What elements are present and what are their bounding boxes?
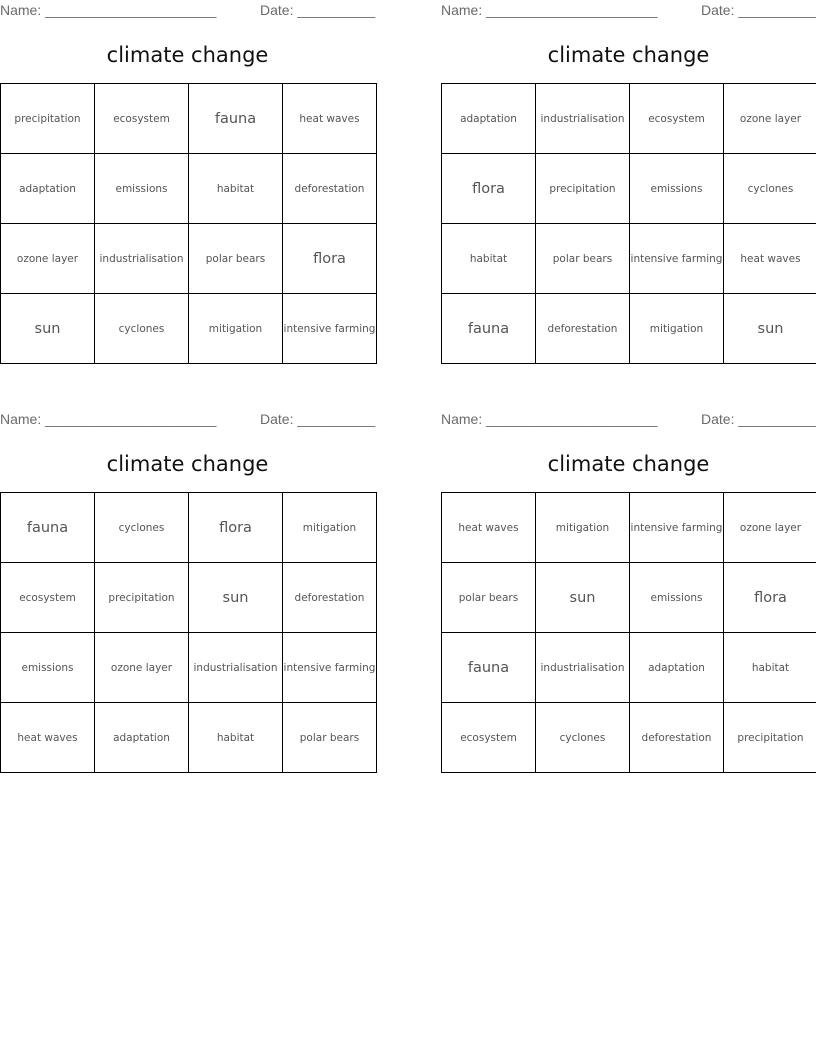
grid-cell: emissions: [1, 633, 95, 703]
grid-cell: sun: [724, 294, 816, 364]
card-header: [0, 0, 375, 20]
grid-row: [442, 224, 816, 294]
grid-cell: heat waves: [1, 703, 95, 773]
grid-cell: polar bears: [442, 563, 536, 633]
card-header: [441, 0, 816, 20]
grid-row: [1, 224, 377, 294]
grid-cell: precipitation: [724, 703, 816, 773]
grid-cell: cyclones: [724, 154, 816, 224]
grid-cell: sun: [1, 294, 95, 364]
grid-cell: habitat: [724, 633, 816, 703]
date-field: Date: __________: [701, 2, 816, 18]
grid-cell: adaptation: [95, 703, 189, 773]
grid-cell: ozone layer: [95, 633, 189, 703]
grid-cell: adaptation: [630, 633, 724, 703]
grid-cell: habitat: [442, 224, 536, 294]
grid-row: [442, 703, 816, 773]
grid-cell: sun: [189, 563, 283, 633]
grid-cell: fauna: [442, 633, 536, 703]
grid-cell: mitigation: [630, 294, 724, 364]
grid-cell: cyclones: [95, 493, 189, 563]
grid-cell: emissions: [630, 563, 724, 633]
bingo-grid: [441, 492, 816, 773]
date-field: Date: __________: [701, 411, 816, 427]
date-field: Date: __________: [260, 2, 376, 18]
grid-cell: cyclones: [536, 703, 630, 773]
name-field: Name: ______________________: [0, 411, 217, 427]
grid-row: [442, 154, 816, 224]
grid-cell: polar bears: [283, 703, 377, 773]
grid-cell: emissions: [630, 154, 724, 224]
bingo-grid: [0, 83, 377, 364]
grid-cell: polar bears: [189, 224, 283, 294]
grid-cell: precipitation: [536, 154, 630, 224]
grid-cell: emissions: [95, 154, 189, 224]
grid-row: [442, 294, 816, 364]
grid-cell: industrialisation: [536, 84, 630, 154]
grid-cell: ecosystem: [95, 84, 189, 154]
grid-row: [1, 493, 377, 563]
grid-cell: mitigation: [283, 493, 377, 563]
grid-cell: ecosystem: [1, 563, 95, 633]
grid-cell: fauna: [189, 84, 283, 154]
grid-cell: cyclones: [95, 294, 189, 364]
bingo-grid: [441, 83, 816, 364]
grid-cell: deforestation: [283, 563, 377, 633]
grid-cell: polar bears: [536, 224, 630, 294]
grid-cell: adaptation: [442, 84, 536, 154]
grid-cell: precipitation: [1, 84, 95, 154]
grid-cell: industrialisation: [536, 633, 630, 703]
grid-cell: heat waves: [724, 224, 816, 294]
grid-cell: intensive farming: [630, 493, 724, 563]
grid-row: [442, 84, 816, 154]
grid-row: [1, 633, 377, 703]
grid-cell: mitigation: [189, 294, 283, 364]
grid-cell: flora: [442, 154, 536, 224]
grid-cell: flora: [283, 224, 377, 294]
bingo-grid: [0, 492, 377, 773]
grid-cell: deforestation: [536, 294, 630, 364]
grid-cell: habitat: [189, 703, 283, 773]
grid-cell: ecosystem: [442, 703, 536, 773]
grid-cell: ecosystem: [630, 84, 724, 154]
grid-cell: flora: [724, 563, 816, 633]
grid-cell: flora: [189, 493, 283, 563]
bingo-card-1: [0, 0, 376, 337]
card-header: [441, 409, 816, 429]
grid-cell: fauna: [442, 294, 536, 364]
grid-cell: fauna: [1, 493, 95, 563]
name-field: Name: ______________________: [441, 2, 658, 18]
grid-row: [1, 84, 377, 154]
grid-row: [442, 563, 816, 633]
grid-cell: deforestation: [283, 154, 377, 224]
grid-cell: intensive farming: [630, 224, 724, 294]
grid-cell: intensive farming: [283, 294, 377, 364]
grid-cell: heat waves: [283, 84, 377, 154]
grid-cell: mitigation: [536, 493, 630, 563]
date-field: Date: __________: [260, 411, 376, 427]
card-title: climate change: [547, 452, 710, 476]
grid-row: [442, 633, 816, 703]
bingo-card-4: [441, 409, 816, 744]
grid-cell: industrialisation: [189, 633, 283, 703]
card-title: climate change: [106, 43, 269, 67]
grid-cell: intensive farming: [283, 633, 377, 703]
grid-row: [442, 493, 816, 563]
bingo-card-2: [441, 0, 816, 337]
grid-cell: ozone layer: [1, 224, 95, 294]
grid-row: [1, 703, 377, 773]
grid-cell: precipitation: [95, 563, 189, 633]
grid-row: [1, 294, 377, 364]
grid-cell: heat waves: [442, 493, 536, 563]
grid-cell: deforestation: [630, 703, 724, 773]
grid-row: [1, 154, 377, 224]
grid-row: [1, 563, 377, 633]
card-title: climate change: [106, 452, 269, 476]
grid-cell: sun: [536, 563, 630, 633]
grid-cell: ozone layer: [724, 493, 816, 563]
grid-cell: adaptation: [1, 154, 95, 224]
card-title: climate change: [547, 43, 710, 67]
grid-cell: ozone layer: [724, 84, 816, 154]
grid-cell: industrialisation: [95, 224, 189, 294]
name-field: Name: ______________________: [441, 411, 658, 427]
bingo-card-3: [0, 409, 376, 744]
grid-cell: habitat: [189, 154, 283, 224]
card-header: [0, 409, 375, 429]
name-field: Name: ______________________: [0, 2, 217, 18]
